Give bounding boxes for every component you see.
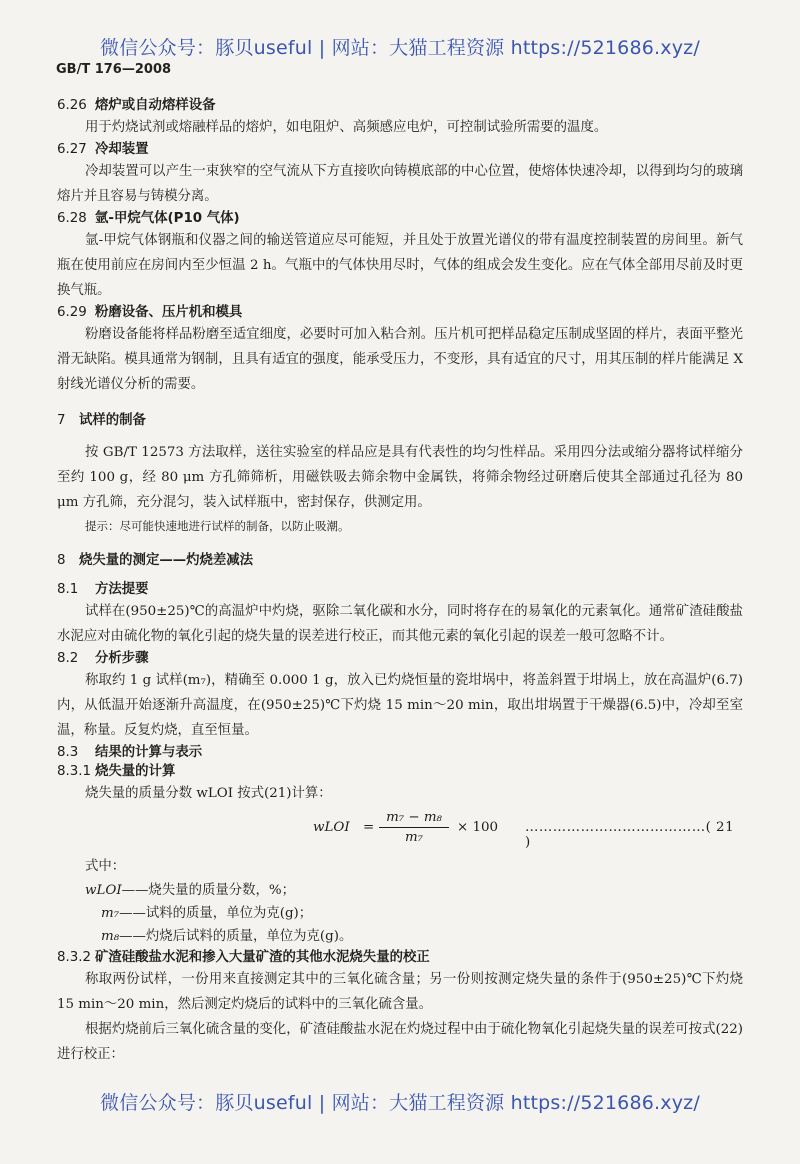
definition-text: ——试料的质量，单位为克(g)； xyxy=(119,906,313,921)
definition-m7 xyxy=(101,902,743,925)
formula-21 xyxy=(57,808,743,854)
formula-equals: = xyxy=(363,820,375,835)
section-title: 试样的制备 xyxy=(79,413,146,428)
watermark-bottom: 微信公众号：豚贝useful | 网站：大猫工程资源 https://521686.xyz/ xyxy=(100,1092,700,1114)
section-heading-7 xyxy=(57,411,743,430)
paragraph-8-2: 称取约 1 g 试样(m₇)，精确至 0.000 1 g，放入已灼烧恒量的瓷坩埚中，将盖斜置于坩埚上，放在高温炉(6.7)内，从低温开始逐渐升高温度，在(950±25)℃下灼烧 15 min～20 min，取出坩埚置于干燥器(6.5)中，冷却至室温，称量。反复灼烧，直至恒量。 xyxy=(57,673,743,738)
section-heading-8-3-1 xyxy=(57,762,743,781)
section-title: 结果的计算与表示 xyxy=(95,745,203,760)
definition-text: ——灼烧后试料的质量，单位为克(g)。 xyxy=(119,929,353,944)
formula-fraction xyxy=(379,808,449,847)
definition-symbol: m₈ xyxy=(101,929,120,944)
formula-number: ( 21 ) xyxy=(525,820,735,850)
section-heading-6-28 xyxy=(57,209,743,228)
definition-wloi xyxy=(85,879,743,902)
section-number: 8.3.2 xyxy=(57,950,92,965)
section-title: 烧失量的测定——灼烧差减法 xyxy=(79,553,254,568)
section-number: 8 xyxy=(57,553,66,568)
section-number: 6.27 xyxy=(57,142,87,157)
watermark-top: 微信公众号：豚贝useful | 网站：大猫工程资源 https://521686.xyz/ xyxy=(100,37,700,59)
section-title: 氩-甲烷气体(P10 气体) xyxy=(95,211,240,226)
paragraph-6-28: 氩-甲烷气体钢瓶和仪器之间的输送管道应尽可能短，并且处于放置光谱仪的带有温度控制装置的房间里。新气瓶在使用前应在房间内至少恒温 2 h。气瓶中的气体快用尽时，气体的组成会发生变化。应在气体全部用尽前及时更换气瓶。 xyxy=(57,233,743,298)
section-title: 烧失量的计算 xyxy=(95,764,176,779)
section-title: 分析步骤 xyxy=(95,651,149,666)
paragraph-7: 按 GB/T 12573 方法取样，送往实验室的样品应是具有代表性的均匀性样品。采用四分法或缩分器将试样缩分至约 100 g，经 80 μm 方孔筛筛析，用磁铁吸去筛余物中金属铁，将筛余物经过研磨后使其全部通过孔径为 80 μm 方孔筛，充分混匀，装入试样瓶中，密封保存，供测定用。 xyxy=(57,445,743,510)
paragraph-8-3-2: 称取两份试样，一份用来直接测定其中的三氧化硫含量；另一份则按测定烧失量的条件于(950±25)℃下灼烧 15 min～20 min，然后测定灼烧后的试料中的三氧化硫含量。 xyxy=(57,972,743,1012)
note-7: 提示：尽可能快速地进行试样的制备，以防止吸潮。 xyxy=(85,519,350,533)
section-number: 6.26 xyxy=(57,98,87,113)
section-heading-6-29 xyxy=(57,303,743,322)
section-title: 矿渣硅酸盐水泥和掺入大量矿渣的其他水泥烧失量的校正 xyxy=(95,950,430,965)
section-title: 粉磨设备、压片机和模具 xyxy=(95,305,243,320)
section-heading-6-27 xyxy=(57,140,743,159)
formula-intro: 烧失量的质量分数 wLOI 按式(21)计算： xyxy=(85,786,332,801)
paragraph-6-26: 用于灼烧试剂或熔融样品的熔炉，如电阻炉、高频感应电炉，可控制试验所需要的温度。 xyxy=(85,120,608,135)
section-title: 方法提要 xyxy=(95,582,149,597)
section-number: 8.3.1 xyxy=(57,764,92,779)
paragraph-6-29: 粉磨设备能将样品粉磨至适宜细度，必要时可加入粘合剂。压片机可把样品稳定压制成坚固的样片，表面平整光滑无缺陷。模具通常为钢制，且具有适宜的强度，能承受压力，不变形，具有适宜的尺寸，用其压制的样片能满足 X 射线光谱仪分析的需要。 xyxy=(57,327,743,392)
formula-lhs: wLOI xyxy=(313,820,350,835)
formula-leader xyxy=(525,820,743,850)
paragraph-8-3-2-b: 根据灼烧前后三氧化硫含量的变化，矿渣硅酸盐水泥在灼烧过程中由于硫化物氧化引起烧失量的误差可按式(22)进行校正： xyxy=(57,1022,743,1062)
definition-symbol: m₇ xyxy=(101,906,120,921)
where-label: 式中： xyxy=(85,859,126,874)
paragraph-8-1: 试样在(950±25)℃的高温炉中灼烧，驱除二氧化碳和水分，同时将存在的易氧化的元素氧化。通常矿渣硅酸盐水泥应对由硫化物的氧化引起的烧失量的误差进行校正，而其他元素的氧化引起的误差一般可忽略不计。 xyxy=(57,604,743,644)
definition-m8 xyxy=(101,925,743,948)
section-number: 8.3 xyxy=(57,745,79,760)
section-heading-8-1 xyxy=(57,580,743,599)
section-heading-8-3 xyxy=(57,743,743,762)
section-number: 6.29 xyxy=(57,305,87,320)
section-heading-8-3-2 xyxy=(57,948,743,967)
document-body xyxy=(57,96,743,1067)
formula-denominator: m₇ xyxy=(404,830,424,845)
definition-text: ——烧失量的质量分数，%； xyxy=(121,883,296,898)
standard-code: GB/T 176—2008 xyxy=(56,62,172,77)
section-number: 6.28 xyxy=(57,211,87,226)
section-heading-8 xyxy=(57,551,743,570)
section-number: 8.2 xyxy=(57,651,79,666)
section-number: 7 xyxy=(57,413,66,428)
formula-dots: ………………………………… xyxy=(525,820,706,835)
section-number: 8.1 xyxy=(57,582,79,597)
section-title: 冷却装置 xyxy=(95,142,149,157)
paragraph-6-27: 冷却装置可以产生一束狭窄的空气流从下方直接吹向铸模底部的中心位置，使熔体快速冷却，以得到均匀的玻璃熔片并且容易与铸模分离。 xyxy=(57,164,743,204)
formula-rhs: × 100 xyxy=(457,820,499,835)
formula-numerator: m₇ − m₈ xyxy=(379,808,449,828)
definition-symbol: wLOI xyxy=(85,883,122,898)
section-heading-8-2 xyxy=(57,649,743,668)
section-title: 熔炉或自动熔样设备 xyxy=(95,98,216,113)
section-heading-6-26 xyxy=(57,96,743,115)
